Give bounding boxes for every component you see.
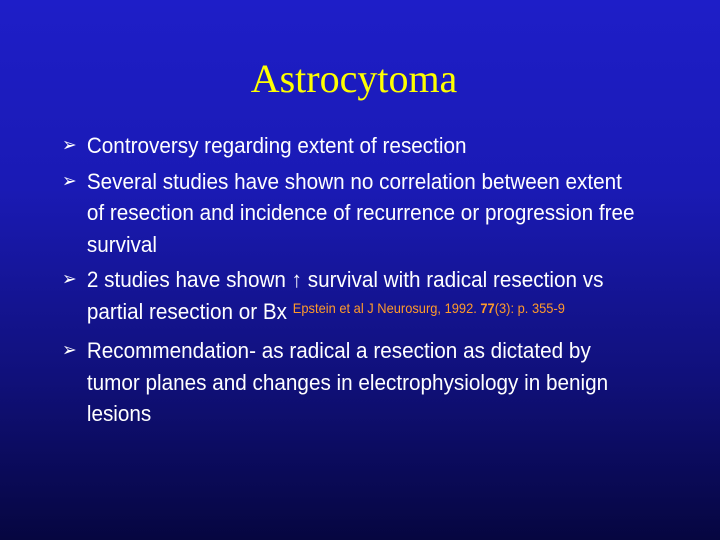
bullet-text: Several studies have shown no correlation between extent of resection and incidence of recurrence or progression free survival xyxy=(86,168,635,257)
bullet-item xyxy=(62,264,642,327)
citation-pages: (3): p. 355-9 xyxy=(494,299,565,316)
citation-volume: 77 xyxy=(480,299,495,316)
citation xyxy=(293,300,565,316)
bullet-text: 2 studies have shown ↑ survival with radical resection vs partial resection or Bx xyxy=(86,267,604,324)
bullet-item xyxy=(62,335,642,430)
bullet-text: Recommendation- as radical a resection as dictated by tumor planes and changes in electrophysiology in benign lesions xyxy=(86,338,609,426)
bullet-list xyxy=(62,130,692,434)
arrow-bullet-icon: ➢ xyxy=(62,268,77,290)
bullet-text: Controversy regarding extent of resection xyxy=(86,133,467,158)
bullet-item xyxy=(62,130,642,162)
arrow-bullet-icon: ➢ xyxy=(62,339,77,361)
bullet-item xyxy=(62,166,642,261)
citation-source: Epstein et al J Neurosurg, 1992. xyxy=(292,299,481,316)
slide-title: Astrocytoma xyxy=(250,56,458,101)
arrow-bullet-icon: ➢ xyxy=(62,169,77,192)
arrow-bullet-icon: ➢ xyxy=(62,134,77,156)
